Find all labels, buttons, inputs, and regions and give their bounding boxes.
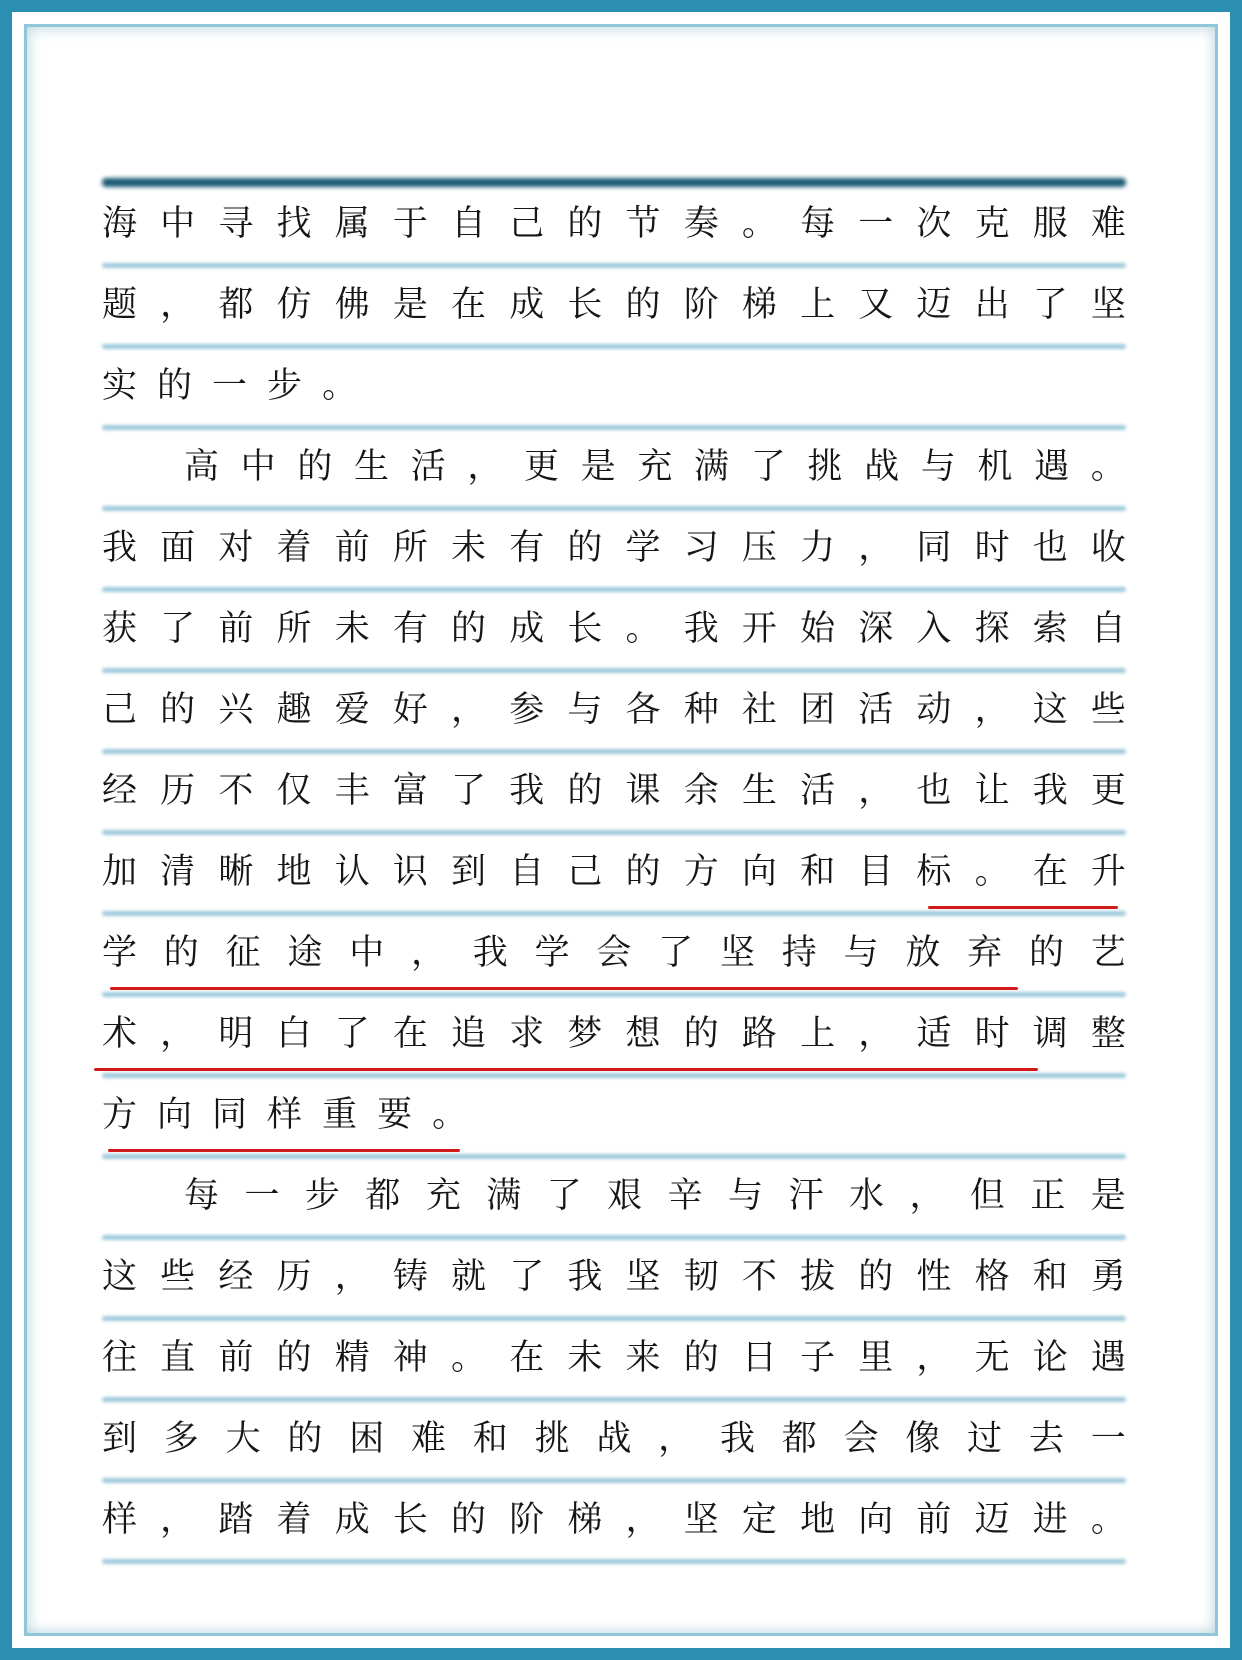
line-text: 加 清 晰 地 认 识 到 自 己 的 方 向 和 目 标 。 在 升 bbox=[102, 852, 1126, 892]
line-text: 到 多 大 的 困 难 和 挑 战 ， 我 都 会 像 过 去 一 bbox=[102, 1419, 1126, 1459]
line-text: 术 ， 明 白 了 在 追 求 梦 想 的 路 上 ， 适 时 调 整 bbox=[102, 1014, 1126, 1054]
text-line bbox=[102, 997, 1126, 1078]
text-line bbox=[102, 1402, 1126, 1483]
line-text: 方 向 同 样 重 要 。 bbox=[102, 1095, 468, 1135]
line-text: 这 些 经 历 ， 铸 就 了 我 坚 韧 不 拔 的 性 格 和 勇 bbox=[102, 1257, 1126, 1297]
line-text: 样 ， 踏 着 成 长 的 阶 梯 ， 坚 定 地 向 前 迈 进 。 bbox=[102, 1500, 1126, 1540]
text-line bbox=[102, 673, 1126, 754]
red-underline-mark bbox=[108, 1149, 460, 1152]
text-line bbox=[102, 916, 1126, 997]
text-line bbox=[102, 268, 1126, 349]
text-line bbox=[102, 1321, 1126, 1402]
ruled-line bbox=[102, 1559, 1126, 1564]
red-underline-mark bbox=[94, 1068, 1038, 1071]
text-line bbox=[102, 511, 1126, 592]
text-line bbox=[102, 592, 1126, 673]
line-text: 往 直 前 的 精 神 。 在 未 来 的 日 子 里 ， 无 论 遇 bbox=[102, 1338, 1126, 1378]
line-text: 学 的 征 途 中 ， 我 学 会 了 坚 持 与 放 弃 的 艺 bbox=[102, 933, 1126, 973]
text-line bbox=[102, 1159, 1126, 1240]
line-text: 经 历 不 仅 丰 富 了 我 的 课 余 生 活 ， 也 让 我 更 bbox=[102, 771, 1126, 811]
text-line bbox=[102, 835, 1126, 916]
text-line bbox=[102, 349, 1126, 430]
line-text: 高 中 的 生 活 ， 更 是 充 满 了 挑 战 与 机 遇 。 bbox=[184, 447, 1126, 487]
line-text: 海 中 寻 找 属 于 自 己 的 节 奏 。 每 一 次 克 服 难 bbox=[102, 204, 1126, 244]
red-underline-mark bbox=[928, 906, 1118, 909]
red-underline-mark bbox=[110, 987, 1018, 990]
line-text: 题 ， 都 仿 佛 是 在 成 长 的 阶 梯 上 又 迈 出 了 坚 bbox=[102, 285, 1126, 325]
line-text: 每 一 步 都 充 满 了 艰 辛 与 汗 水 ， 但 正 是 bbox=[184, 1176, 1126, 1216]
text-line bbox=[102, 187, 1126, 268]
text-line bbox=[102, 754, 1126, 835]
text-line bbox=[102, 430, 1126, 511]
line-text: 我 面 对 着 前 所 未 有 的 学 习 压 力 ， 同 时 也 收 bbox=[102, 528, 1126, 568]
line-text: 己 的 兴 趣 爱 好 ， 参 与 各 种 社 团 活 动 ， 这 些 bbox=[102, 690, 1126, 730]
text-line bbox=[102, 1078, 1126, 1159]
line-text: 获 了 前 所 未 有 的 成 长 。 我 开 始 深 入 探 索 自 bbox=[102, 609, 1126, 649]
text-line bbox=[102, 1240, 1126, 1321]
text-line bbox=[102, 1483, 1126, 1564]
line-text: 实 的 一 步 。 bbox=[102, 366, 358, 406]
paper-top-rule bbox=[102, 178, 1126, 187]
